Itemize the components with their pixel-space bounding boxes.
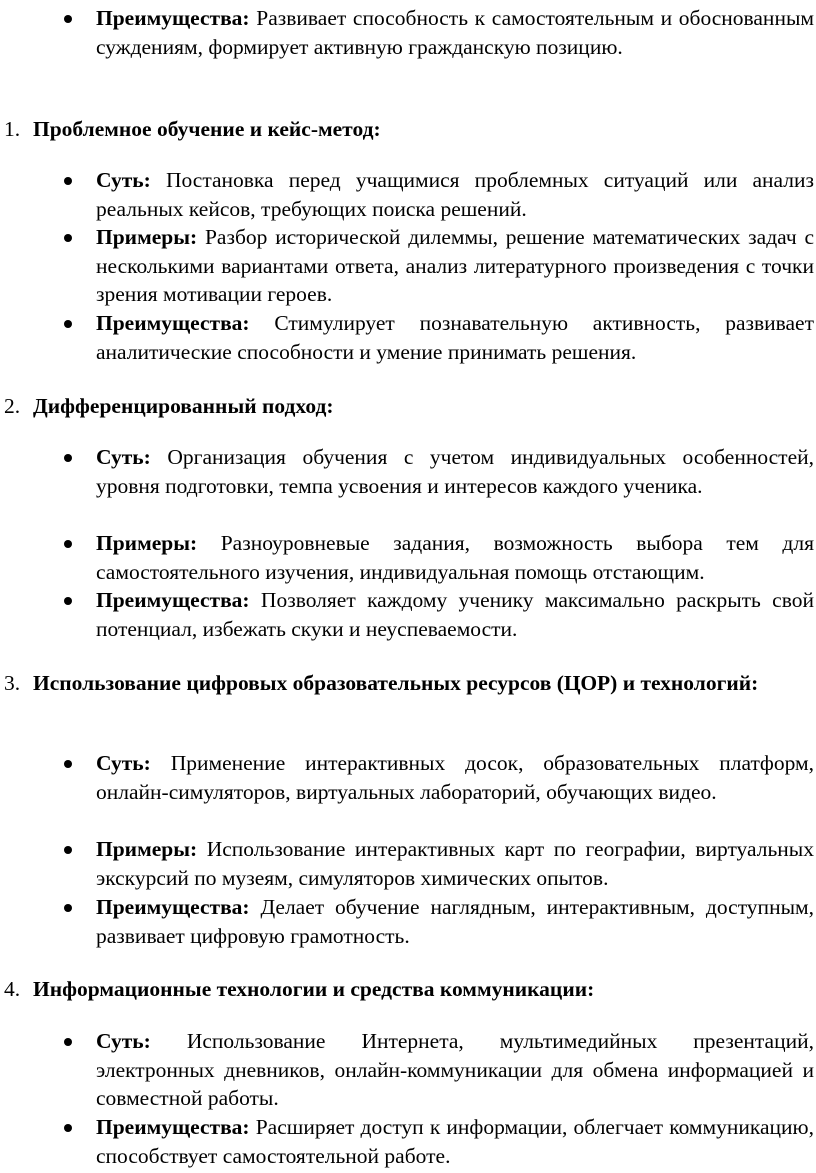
- intro-advantages-item: [96, 4, 814, 61]
- item-label: Суть:: [96, 168, 151, 192]
- section-number: 2.: [4, 394, 21, 418]
- section-heading-2: [0, 392, 814, 421]
- item-text: Организация обучения с учетом индивидуальных особенностей, уровня подготовки, темпа усвоения и интересов каждого ученика.: [96, 445, 814, 498]
- item-label: Преимущества:: [96, 1115, 250, 1139]
- section-3-item-advantages: [96, 893, 814, 950]
- section-2-item-advantages: [96, 586, 814, 643]
- item-text: Делает обучение наглядным, интерактивным, доступным, развивает цифровую грамотность.: [96, 895, 814, 948]
- section-heading-1: [0, 115, 814, 144]
- item-text: Развивает способность к самостоятельным и обоснованным суждениям, формирует активную гражданскую позицию.: [96, 6, 814, 59]
- section-title: Использование цифровых образовательных ресурсов (ЦОР) и технологий:: [33, 671, 759, 695]
- item-text: Разноуровневые задания, возможность выбора тем для самостоятельного изучения, индивидуальная помощь отстающим.: [96, 531, 814, 584]
- item-label: Преимущества:: [96, 6, 250, 30]
- item-text: Позволяет каждому ученику максимально раскрыть свой потенциал, избежать скуки и неуспеваемости.: [96, 588, 814, 641]
- item-text: Использование интерактивных карт по географии, виртуальных экскурсий по музеям, симуляторов химических опытов.: [96, 837, 814, 890]
- item-text: Стимулирует познавательную активность, развивает аналитические способности и умение принимать решения.: [96, 311, 814, 364]
- section-title: Информационные технологии и средства коммуникации:: [33, 977, 595, 1001]
- section-4-item-essence: [96, 1027, 814, 1113]
- item-label: Примеры:: [96, 531, 198, 555]
- section-2-item-examples: [96, 529, 814, 586]
- section-1-item-examples: [96, 223, 814, 309]
- section-heading-4: [0, 975, 814, 1004]
- item-label: Преимущества:: [96, 895, 250, 919]
- section-4-item-advantages: [96, 1113, 814, 1170]
- section-2-item-essence: [96, 443, 814, 500]
- section-3-item-examples: [96, 835, 814, 892]
- item-label: Суть:: [96, 1029, 151, 1053]
- item-text: Разбор исторической дилеммы, решение математических задач с несколькими вариантами ответа, анализ литературного произведения с точки зрения мотивации героев.: [96, 225, 814, 306]
- item-text: Расширяет доступ к информации, облегчает коммуникацию, способствует самостоятельной работе.: [96, 1115, 814, 1168]
- item-text: Применение интерактивных досок, образовательных платформ, онлайн-симуляторов, виртуальных лабораторий, обучающих видео.: [96, 751, 814, 804]
- section-3-item-essence: [96, 749, 814, 806]
- item-label: Преимущества:: [96, 311, 250, 335]
- item-text: Использование Интернета, мультимедийных презентаций, электронных дневников, онлайн-коммуникации для обмена информацией и совместной работы.: [96, 1029, 814, 1110]
- section-number: 4.: [4, 977, 21, 1001]
- item-label: Преимущества:: [96, 588, 250, 612]
- section-number: 1.: [4, 117, 21, 141]
- item-label: Примеры:: [96, 225, 198, 249]
- section-heading-3: [0, 669, 814, 698]
- section-title: Проблемное обучение и кейс-метод:: [33, 117, 381, 141]
- item-label: Суть:: [96, 751, 151, 775]
- section-1-item-advantages: [96, 309, 814, 366]
- item-label: Примеры:: [96, 837, 198, 861]
- item-label: Суть:: [96, 445, 151, 469]
- section-number: 3.: [4, 671, 21, 695]
- section-1-item-essence: [96, 166, 814, 223]
- item-text: Постановка перед учащимися проблемных ситуаций или анализ реальных кейсов, требующих поиска решений.: [96, 168, 814, 221]
- section-title: Дифференцированный подход:: [33, 394, 334, 418]
